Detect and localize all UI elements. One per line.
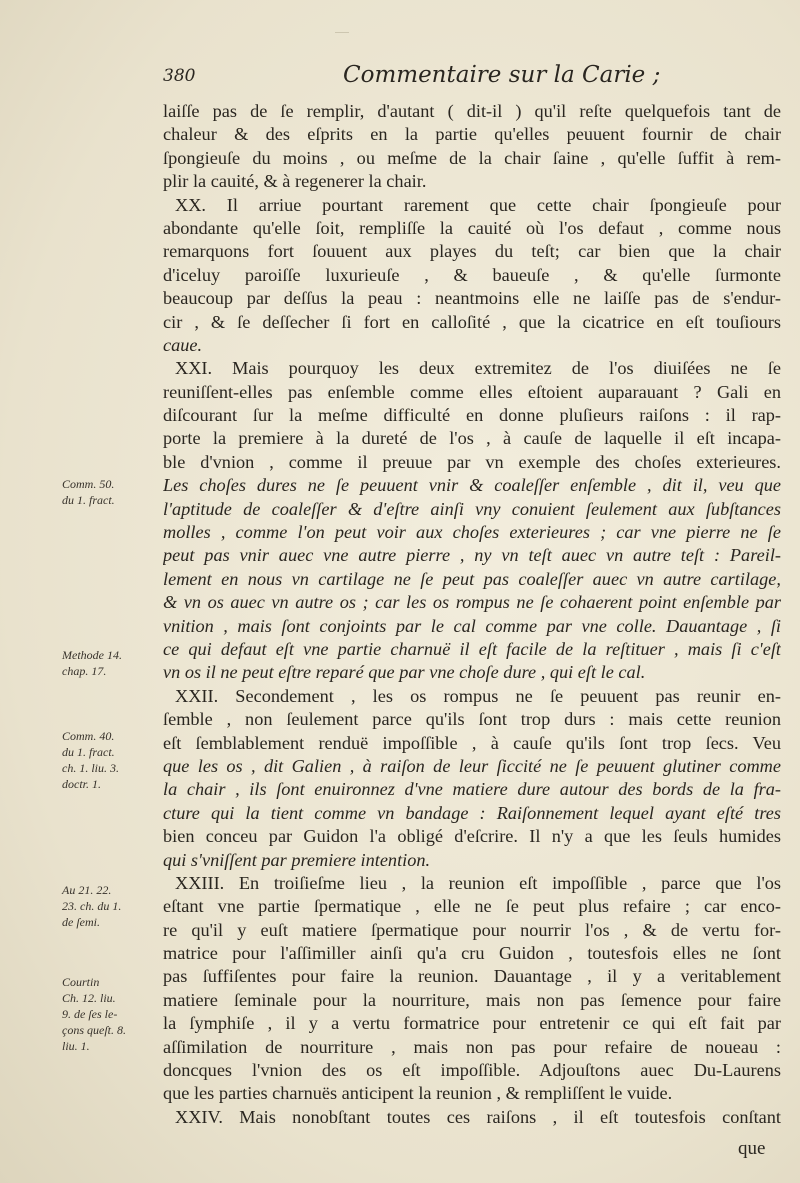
text-line: aſſimilation de nourriture , mais non pas pour refaire de noueau : xyxy=(163,1036,781,1057)
text-line: abondante qu'elle ſoit, rempliſſe la cauité où l'os defaut , comme nous xyxy=(163,217,781,238)
text-line: XXII. Secondement , les os rompus ne ſe peuuent pas reunir en- xyxy=(175,685,781,706)
text-line: remarquons fort ſouuent aux playes du teſt; car bien que la chair xyxy=(163,241,781,262)
margin-note-line: ch. 1. liu. 3. xyxy=(62,761,119,775)
margin-note-line: Methode 14. xyxy=(62,648,122,662)
text-line: XXIV. Mais nonobſtant toutes ces raiſons , il eſt toutesfois conſtant xyxy=(175,1106,781,1127)
body-text xyxy=(163,100,781,1129)
text-line: matiere ſeminale pour la nourriture, mais non pas ſemence pour faire xyxy=(163,989,781,1010)
text-line: qui s'vniſſent par premiere intention. xyxy=(163,849,431,870)
margin-note-line: du 1. fract. xyxy=(62,493,115,507)
margin-note-line: Comm. 40. xyxy=(62,729,115,743)
text-line: ble d'vnion , comme il preuue par vn exemple des choſes exterieures. xyxy=(163,451,781,472)
margin-note-line: Courtin xyxy=(62,975,100,989)
running-title: Commentaire sur la Carie ; xyxy=(343,62,661,88)
text-line: la chair , ils ſont enuironnez d'vne matiere dure autour des bords de la fra- xyxy=(163,779,781,800)
margin-note-line: de ſemi. xyxy=(62,915,100,929)
text-line: Les choſes dures ne ſe peuuent vnir & coaleſſer enſemble , dit il, veu que xyxy=(163,475,781,496)
text-line: pas ſuffiſentes pour faire la reunion. Dauantage , il y a veritablement xyxy=(163,966,781,987)
page-number: 380 xyxy=(163,66,196,86)
text-line: porte la premiere à la dureté de l'os , à cauſe de laquelle il eſt incapa- xyxy=(163,428,781,449)
text-line: reuniſſent-elles pas enſemble comme elles eſtoient auparauant ? Gali en xyxy=(163,381,781,402)
margin-note-4 xyxy=(62,882,160,930)
text-line: cture qui la tient comme vn bandage : Raiſonnement lequel ayant eſté tres xyxy=(163,802,781,823)
text-line: que les os , dit Galien , à raiſon de leur ſiccité ne ſe peuuent glutiner comme xyxy=(163,755,781,776)
text-line: ce qui defaut eſt vne partie charnuë il eſt facile de la reſtituer , mais ſi c'eſt xyxy=(163,638,781,659)
text-line: ſemble , non ſeulement parce qu'ils ſont trop durs : mais cette reunion xyxy=(163,709,781,730)
margin-note-line: Comm. 50. xyxy=(62,477,115,491)
margin-note-2 xyxy=(62,647,160,679)
text-line: ſpongieuſe du moins , ou meſme de la chair ſaine , qu'elle ſuffit à rem- xyxy=(163,147,781,168)
margin-note-line: liu. 1. xyxy=(62,1039,90,1053)
text-line: & vn os auec vn autre os ; car les os rompus ne ſe cohaerent point enſemble par xyxy=(163,592,781,613)
catchword: que xyxy=(738,1138,766,1159)
text-line: matrice pour l'aſſimiller ainſi qu'a cru Guidon , toutesfois elles ne ſont xyxy=(163,943,781,964)
margin-note-line: çons queſt. 8. xyxy=(62,1023,126,1037)
text-line: diſcourant ſur la meſme difficulté en donne pluſieurs raiſons : il rap- xyxy=(163,405,781,426)
text-line: chaleur & des eſprits en la partie qu'elles peuuent fournir de chair xyxy=(163,124,781,145)
text-line: que les parties charnuës anticipent la reunion , & rempliſſent le vuide. xyxy=(163,1083,673,1104)
page-header xyxy=(163,62,661,96)
text-line: caue. xyxy=(163,334,203,355)
margin-note-line: du 1. fract. xyxy=(62,745,115,759)
text-line: plir la cauité, & à regenerer la chair. xyxy=(163,171,427,192)
margin-note-line: doctr. 1. xyxy=(62,777,101,791)
text-line: cir , & ſe deſſecher ſi fort en calloſité , que la cicatrice en eſt touſiours xyxy=(163,311,781,332)
text-line: XXI. Mais pourquoy les deux extremitez de l'os diuiſées ne ſe xyxy=(175,358,781,379)
text-line: doncques l'vnion des os eſt impoſſible. Adjouſtons auec Du-Laurens xyxy=(163,1060,781,1081)
margin-note-line: Ch. 12. liu. xyxy=(62,991,116,1005)
text-line: laiſſe pas de ſe remplir, d'autant ( dit-il ) qu'il reſte quelquefois tant de xyxy=(163,101,781,121)
margin-note-line: 9. de ſes le- xyxy=(62,1007,118,1021)
text-line: beaucoup par deſſus la peau : neantmoins elle ne laiſſe pas de s'endur- xyxy=(163,288,781,309)
text-line: XX. Il arriue pourtant rarement que cette chair ſpongieuſe pour xyxy=(175,194,781,215)
margin-note-line: 23. ch. du 1. xyxy=(62,899,122,913)
margin-note-3 xyxy=(62,728,160,792)
margin-note-5 xyxy=(62,974,160,1054)
text-line: XXIII. En troiſieſme lieu , la reunion eſt impoſſible , parce que l'os xyxy=(175,872,781,893)
text-line: vnition , mais ſont conjoints par le cal comme par vne colle. Dauantage , ſi xyxy=(163,615,781,636)
text-line: peut pas vnir auec vne autre pierre , ny vn teſt auec vn autre teſt : Pareil- xyxy=(163,545,781,566)
text-line: bien conceu par Guidon l'a obligé d'eſcrire. Il n'y a que les ſeuls humides xyxy=(163,826,781,847)
margin-note-line: chap. 17. xyxy=(62,664,107,678)
text-line: lement en nous vn cartilage ne ſe peut pas coaleſſer auec vn autre cartilage, xyxy=(163,568,781,589)
text-line: l'aptitude de coaleſſer & d'eſtre ainſi vny conuient ſeulement aux ſubſtances xyxy=(163,498,781,519)
text-line: re qu'il y euſt matiere ſpermatique pour nourrir l'os , & de vertu for- xyxy=(163,919,781,940)
text-line: d'iceluy paroiſſe luxurieuſe , & baueuſe , & qu'elle ſurmonte xyxy=(163,264,781,285)
text-line: vn os il ne peut eſtre reparé que par vne choſe dure , qui eſt le cal. xyxy=(163,662,646,683)
text-line: la ſymphiſe , il y a vertu formatrice pour entretenir ce qui eſt fait par xyxy=(163,1013,781,1034)
margin-note-1 xyxy=(62,476,160,508)
ornament-mark xyxy=(335,22,349,33)
text-line: eſtant vne partie ſpermatique , elle ne ſe peut plus refaire ; car enco- xyxy=(163,896,781,917)
text-line: eſt ſemblablement renduë impoſſible , à cauſe qu'ils ſont trop ſecs. Veu xyxy=(163,732,781,753)
margin-note-line: Au 21. 22. xyxy=(62,883,112,897)
text-line: molles , comme l'on peut voir aux choſes exterieures ; car vne pierre ne ſe xyxy=(163,522,781,543)
